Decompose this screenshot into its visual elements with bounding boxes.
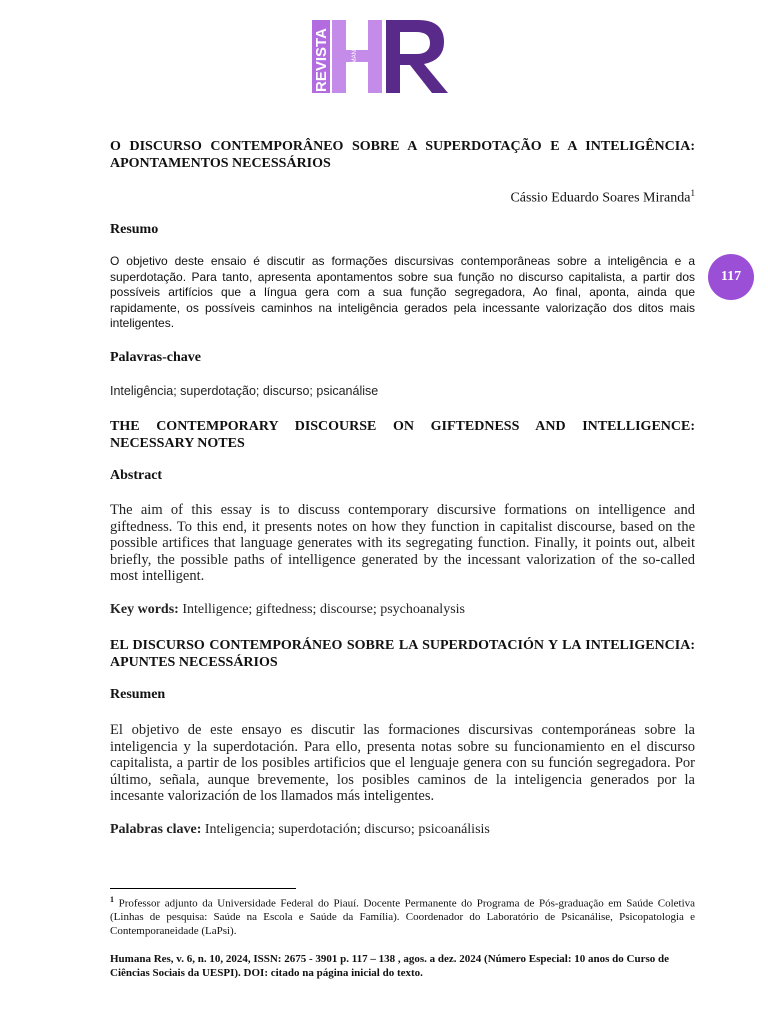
palabras-clave-line [110, 822, 695, 838]
resumo-heading: Resumo [110, 222, 159, 237]
key-words-label: Key words: [110, 602, 179, 617]
palavras-chave-text: Inteligência; superdotação; discurso; psicanálise [110, 384, 379, 398]
footnote [110, 893, 695, 938]
author-footnote-ref: 1 [690, 188, 695, 198]
resumen-text: El objetivo de este ensayo es discutir las formaciones discursivas contemporáneas sobre la inteligencia y la superdotación. Para ello, presenta notas sobre su funcionamiento en el discurso capitalista, a partir de los posibles artificios que el lenguaje genera con su función segregadora. Por último, señala, aunque brevemente, los posibles caminos de la inteligencia generados por la incesante valorización de los llamados más inteligentes. [110, 722, 695, 804]
abstract-heading: Abstract [110, 468, 163, 483]
citation-text: Humana Res, v. 6, n. 10, 2024, ISSN: 2675 - 3901 p. 117 – 138 , agos. a dez. 2024 (Número Especial: 10 anos do Curso de Ciências Sociais da UESPI). DOI: citado na página inicial do texto. [110, 953, 670, 979]
logo-suffix: ES [391, 80, 398, 90]
author-line [110, 188, 695, 207]
footnote-divider [110, 888, 296, 889]
author-name: Cássio Eduardo Soares Miranda [510, 190, 691, 206]
key-words-line [110, 602, 695, 618]
article-title-pt: O DISCURSO CONTEMPORÂNEO SOBRE A SUPERDOTAÇÃO E A INTELIGÊNCIA: APONTAMENTOS NECESSÁRIOS [110, 139, 695, 171]
palavras-chave-heading: Palavras-chave [110, 350, 201, 365]
palabras-clave-text: Inteligencia; superdotación; discurso; psicoanálisis [204, 822, 490, 837]
footnote-number: 1 [110, 895, 114, 904]
journal-logo [310, 18, 450, 95]
key-words-text: Intelligence; giftedness; discourse; psychoanalysis [182, 602, 465, 617]
logo-word-small: HUMANA [352, 45, 358, 72]
page-number: 117 [720, 269, 742, 284]
article-title-es: EL DISCURSO CONTEMPORÁNEO SOBRE LA SUPERDOTACIÓN Y LA INTELIGENCIA: APUNTES NECESSÁRIOS [110, 638, 695, 670]
page-number-badge [708, 254, 754, 300]
resumen-heading: Resumen [110, 687, 166, 702]
footnote-text: Professor adjunto da Universidade Federal do Piauí. Docente Permanente do Programa de Pós-graduação em Saúde Coletiva (Linhas de pesquisa: Saúde na Escola e Saúde da Família). Coordenador do Laboratório de Psicanálise, Psicopatologia e Contemporaneidade (LaPsi). [110, 897, 696, 937]
article-title-en: THE CONTEMPORARY DISCOURSE ON GIFTEDNESS AND INTELLIGENCE: NECESSARY NOTES [110, 419, 695, 451]
abstract-text: The aim of this essay is to discuss contemporary discursive formations on intelligence and giftedness. To this end, it presents notes on how they function in capitalist discourse, based on the possible artifices that language generates with its segregating function. Finally, it points out, albeit briefly, the possible paths of intelligence generated by the incessant valorization of the so-called most intelligent. [110, 502, 695, 584]
palabras-clave-label: Palabras clave: [110, 822, 202, 837]
resumo-text: O objetivo deste ensaio é discutir as formações discursivas contemporâneas sobre a inteligência e a superdotação. Para tanto, apresenta apontamentos sobre sua função no discurso capitalista, a partir dos possíveis artifícios que a língua gera com a sua função segregadora, Ao final, aponta, ainda que rapidamente, os possíveis caminhos na inteligência gerados pela incessante valorização dos ditos mais inteligentes. [110, 254, 695, 330]
logo-word-vertical: REVISTA [313, 28, 330, 92]
citation-footer [110, 952, 695, 980]
